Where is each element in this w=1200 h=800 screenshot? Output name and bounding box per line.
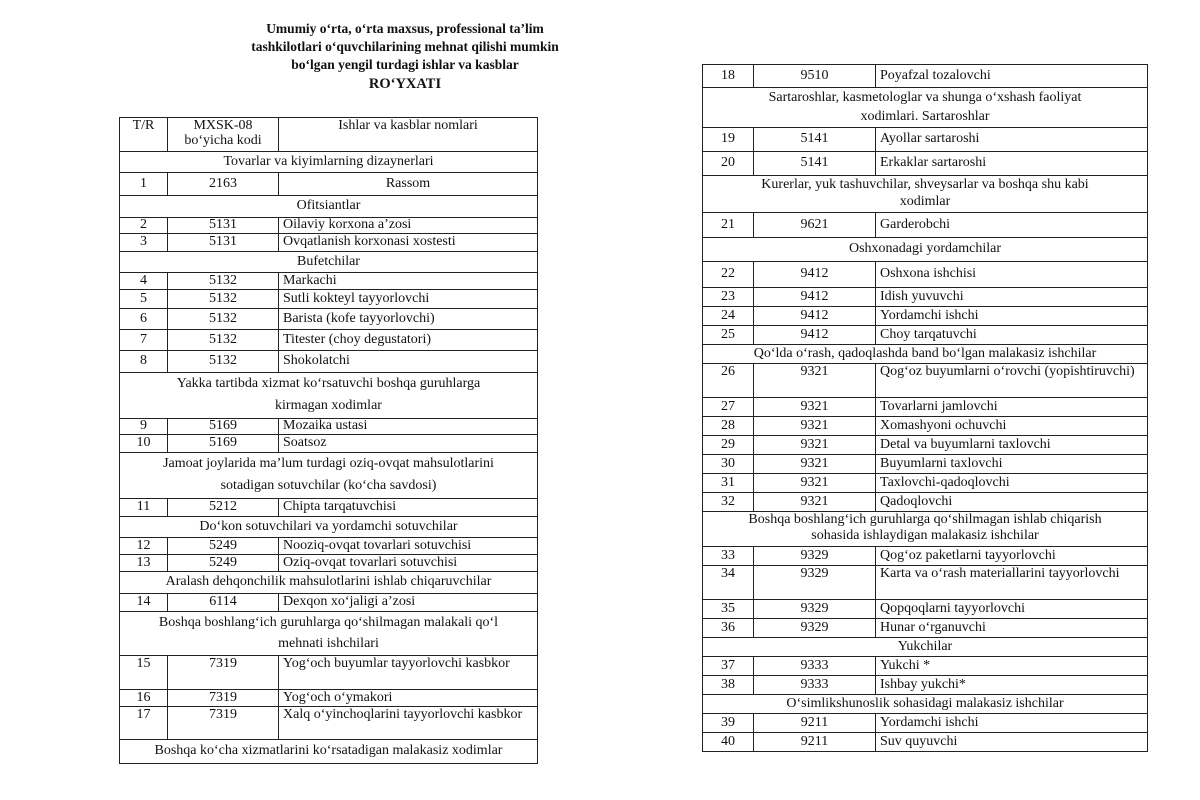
occupation-code: 9321 (754, 398, 876, 417)
row-number: 22 (703, 262, 754, 288)
occupation-name: Poyafzal tozalovchi (876, 65, 1148, 88)
row-number: 4 (120, 273, 168, 290)
occupation-code: 5249 (168, 538, 279, 555)
header-number: T/R (120, 118, 168, 152)
occupation-name: Rassom (279, 173, 538, 196)
section-header-row (703, 512, 1148, 547)
occupation-code: 5249 (168, 555, 279, 572)
section-title-line: Jamoat joylarida ma’lum turdagi oziq-ovqat mahsulotlarini (163, 456, 494, 471)
section-title-line: sohasida ishlaydigan malakasiz ishchilar (811, 528, 1039, 543)
section-title-line: sotadigan sotuvchilar (ko‘cha savdosi) (220, 478, 437, 493)
occupation-name: Yog‘och buyumlar tayyorlovchi kasbkor (279, 656, 538, 690)
section-title-line: Aralash dehqonchilik mahsulotlarini ishlab chiqaruvchilar (165, 574, 492, 589)
row-number: 6 (120, 309, 168, 330)
occupation-name: Karta va o‘rash materiallarini tayyorlovchi (876, 566, 1148, 600)
section-header-row (703, 345, 1148, 364)
occupation-name: Oziq-ovqat tovarlari sotuvchisi (279, 555, 538, 572)
section-title-line: Boshqa ko‘cha xizmatlarini ko‘rsatadigan malakasiz xodimlar (154, 743, 503, 758)
table-row (703, 657, 1148, 676)
section-title (703, 176, 1148, 213)
header-code-line1: MXSK-08 (193, 118, 253, 133)
occupation-name: Idish yuvuvchi (876, 288, 1148, 307)
row-number: 7 (120, 330, 168, 351)
occupation-code: 9412 (754, 288, 876, 307)
occupation-name: Yordamchi ishchi (876, 307, 1148, 326)
occupation-name: Oilaviy korxona a’zosi (279, 218, 538, 234)
section-title (120, 196, 538, 218)
occupation-name: Qog‘oz buyumlarni o‘rovchi (yopishtiruvchi) (876, 364, 1148, 398)
table-row (703, 619, 1148, 638)
occupation-code: 9621 (754, 213, 876, 238)
table-row (703, 128, 1148, 152)
occupation-code: 5132 (168, 351, 279, 373)
section-title-line: mehnati ishchilari (278, 636, 379, 651)
occupation-name: Mozaika ustasi (279, 419, 538, 435)
section-title (703, 512, 1148, 547)
table-body-right (703, 65, 1148, 752)
section-header-row (120, 517, 538, 538)
section-title (703, 695, 1148, 714)
section-title (120, 152, 538, 173)
table-row (703, 417, 1148, 436)
occupation-name: Detal va buyumlarni taxlovchi (876, 436, 1148, 455)
table-header-row (120, 118, 538, 152)
section-title-line: Sartaroshlar, kasmetologlar va shunga o‘xshash faoliyat (768, 90, 1082, 105)
section-title-line: Boshqa boshlang‘ich guruhlarga qo‘shilmagan ishlab chiqarish (748, 512, 1102, 527)
section-title (703, 345, 1148, 364)
table-row (120, 309, 538, 330)
table-row (120, 555, 538, 572)
occupation-code: 9333 (754, 657, 876, 676)
table-row (703, 733, 1148, 752)
occupation-code: 5132 (168, 309, 279, 330)
section-header-row (703, 238, 1148, 262)
table-row (703, 474, 1148, 493)
section-title (703, 88, 1148, 128)
occupation-name: Barista (kofe tayyorlovchi) (279, 309, 538, 330)
document-title (195, 20, 615, 93)
occupation-name: Xalq o‘yinchoqlarini tayyorlovchi kasbkor (279, 707, 538, 740)
header-name: Ishlar va kasblar nomlari (279, 118, 538, 152)
section-title-line: Oshxonadagi yordamchilar (848, 241, 1001, 256)
table-row (703, 547, 1148, 566)
occupation-name: Erkaklar sartaroshi (876, 152, 1148, 176)
row-number: 25 (703, 326, 754, 345)
row-number: 3 (120, 234, 168, 252)
table-row (120, 594, 538, 612)
row-number: 2 (120, 218, 168, 234)
row-number: 34 (703, 566, 754, 600)
row-number: 35 (703, 600, 754, 619)
section-title (703, 638, 1148, 657)
section-title-line: xodimlari. Sartaroshlar (860, 109, 990, 124)
occupation-code: 5212 (168, 499, 279, 517)
table-row (120, 290, 538, 309)
table-row (120, 707, 538, 740)
section-title-line: kirmagan xodimlar (275, 398, 382, 413)
occupation-code: 9321 (754, 417, 876, 436)
occupation-name: Shokolatchi (279, 351, 538, 373)
table-row (703, 326, 1148, 345)
row-number: 17 (120, 707, 168, 740)
table-row (120, 419, 538, 435)
occupation-code: 5141 (754, 128, 876, 152)
section-header-row (120, 196, 538, 218)
table-row (703, 436, 1148, 455)
title-line-1: Umumiy o‘rta, o‘rta maxsus, professional ta’lim (266, 21, 544, 36)
occupation-code: 5132 (168, 290, 279, 309)
table-row (120, 351, 538, 373)
row-number: 5 (120, 290, 168, 309)
occupation-code: 9412 (754, 326, 876, 345)
occupation-code: 9211 (754, 714, 876, 733)
row-number: 1 (120, 173, 168, 196)
row-number: 8 (120, 351, 168, 373)
occupation-name: Soatsoz (279, 435, 538, 453)
row-number: 18 (703, 65, 754, 88)
title-line-3: bo‘lgan yengil turdagi ishlar va kasblar (291, 57, 519, 72)
table-row (120, 173, 538, 196)
section-title-line: Yukchilar (897, 639, 953, 654)
row-number: 26 (703, 364, 754, 398)
title-line-2: tashkilotlari o‘quvchilarining mehnat qilishi mumkin (251, 39, 559, 54)
row-number: 23 (703, 288, 754, 307)
table-row (120, 538, 538, 555)
occupation-code: 9321 (754, 455, 876, 474)
occupation-name: Oshxona ishchisi (876, 262, 1148, 288)
occupation-name: Buyumlarni taxlovchi (876, 455, 1148, 474)
row-number: 39 (703, 714, 754, 733)
table-row (703, 714, 1148, 733)
occupations-table-left (119, 117, 538, 764)
occupation-code: 9321 (754, 493, 876, 512)
section-header-row (703, 88, 1148, 128)
occupation-code: 2163 (168, 173, 279, 196)
section-title-line: Do‘kon sotuvchilari va yordamchi sotuvchilar (199, 519, 458, 534)
occupation-code: 5132 (168, 273, 279, 290)
table-row (703, 152, 1148, 176)
section-header-row (120, 252, 538, 273)
section-header-row (120, 740, 538, 764)
occupation-code: 9510 (754, 65, 876, 88)
section-title-line: Tovarlar va kiyimlarning dizaynerlari (223, 154, 434, 169)
section-header-row (120, 453, 538, 499)
row-number: 38 (703, 676, 754, 695)
row-number: 28 (703, 417, 754, 436)
occupation-name: Nooziq-ovqat tovarlari sotuvchisi (279, 538, 538, 555)
occupation-name: Dexqon xo‘jaligi a’zosi (279, 594, 538, 612)
section-header-row (120, 152, 538, 173)
section-title-line: Bufetchilar (297, 254, 360, 269)
table-row (703, 566, 1148, 600)
section-header-row (120, 572, 538, 594)
table-row (120, 690, 538, 707)
occupation-code: 9321 (754, 474, 876, 493)
occupation-code: 9321 (754, 364, 876, 398)
section-title-line: Kurerlar, yuk tashuvchilar, shveysarlar va boshqa shu kabi (761, 177, 1089, 192)
occupation-code: 5131 (168, 218, 279, 234)
row-number: 24 (703, 307, 754, 326)
occupation-code: 9412 (754, 262, 876, 288)
document-subtitle: RO‘YXATI (368, 76, 442, 92)
table-row (120, 330, 538, 351)
table-row (703, 262, 1148, 288)
row-number: 40 (703, 733, 754, 752)
occupation-name: Sutli kokteyl tayyorlovchi (279, 290, 538, 309)
table-row (703, 455, 1148, 474)
section-title-line: xodimlar (899, 194, 951, 209)
section-title-line: Ofitsiantlar (296, 198, 361, 213)
table-row (703, 213, 1148, 238)
row-number: 15 (120, 656, 168, 690)
table-row (703, 364, 1148, 398)
occupation-name: Ishbay yukchi* (876, 676, 1148, 695)
occupation-name: Taxlovchi-qadoqlovchi (876, 474, 1148, 493)
section-title (120, 252, 538, 273)
row-number: 36 (703, 619, 754, 638)
section-title (703, 238, 1148, 262)
occupation-name: Qog‘oz paketlarni tayyorlovchi (876, 547, 1148, 566)
row-number: 12 (120, 538, 168, 555)
row-number: 19 (703, 128, 754, 152)
occupation-name: Tovarlarni jamlovchi (876, 398, 1148, 417)
occupation-name: Suv quyuvchi (876, 733, 1148, 752)
section-title (120, 373, 538, 419)
table-row (120, 656, 538, 690)
table-body-left (120, 152, 538, 764)
row-number: 14 (120, 594, 168, 612)
occupation-name: Yukchi * (876, 657, 1148, 676)
section-title (120, 612, 538, 656)
section-title-line: Qo‘lda o‘rash, qadoqlashda band bo‘lgan malakasiz ishchilar (753, 346, 1097, 361)
table-row (703, 288, 1148, 307)
row-number: 33 (703, 547, 754, 566)
occupation-name: Yordamchi ishchi (876, 714, 1148, 733)
occupation-code: 9329 (754, 566, 876, 600)
occupation-name: Hunar o‘rganuvchi (876, 619, 1148, 638)
occupation-code: 9333 (754, 676, 876, 695)
occupation-code: 5131 (168, 234, 279, 252)
occupation-code: 7319 (168, 707, 279, 740)
row-number: 32 (703, 493, 754, 512)
row-number: 10 (120, 435, 168, 453)
row-number: 11 (120, 499, 168, 517)
row-number: 31 (703, 474, 754, 493)
occupation-code: 5169 (168, 435, 279, 453)
occupation-code: 7319 (168, 656, 279, 690)
row-number: 27 (703, 398, 754, 417)
section-header-row (703, 638, 1148, 657)
section-header-row (703, 695, 1148, 714)
table-row (703, 493, 1148, 512)
row-number: 30 (703, 455, 754, 474)
section-title-line: O‘simlikshunoslik sohasidagi malakasiz ishchilar (786, 696, 1064, 711)
table-row (703, 676, 1148, 695)
occupation-code: 9329 (754, 600, 876, 619)
occupation-code: 6114 (168, 594, 279, 612)
table-row (703, 307, 1148, 326)
occupation-code: 5169 (168, 419, 279, 435)
occupation-name: Chipta tarqatuvchisi (279, 499, 538, 517)
occupation-name: Ovqatlanish korxonasi xostesti (279, 234, 538, 252)
section-title (120, 453, 538, 499)
section-header-row (703, 176, 1148, 213)
section-title-line: Yakka tartibda xizmat ko‘rsatuvchi boshqa guruhlarga (176, 376, 481, 391)
section-header-row (120, 612, 538, 656)
occupation-name: Xomashyoni ochuvchi (876, 417, 1148, 436)
section-title (120, 572, 538, 594)
table-row (120, 218, 538, 234)
row-number: 21 (703, 213, 754, 238)
section-title-line: Boshqa boshlang‘ich guruhlarga qo‘shilmagan malakali qo‘l (158, 615, 499, 630)
occupation-name: Ayollar sartaroshi (876, 128, 1148, 152)
section-title (120, 740, 538, 764)
occupation-code: 9412 (754, 307, 876, 326)
header-code (168, 118, 279, 152)
occupation-code: 5132 (168, 330, 279, 351)
table-row (120, 435, 538, 453)
occupation-code: 9321 (754, 436, 876, 455)
table-row (703, 600, 1148, 619)
table-row (703, 65, 1148, 88)
occupation-name: Titester (choy degustatori) (279, 330, 538, 351)
occupation-code: 9329 (754, 619, 876, 638)
occupation-code: 9329 (754, 547, 876, 566)
occupation-name: Qopqoqlarni tayyorlovchi (876, 600, 1148, 619)
occupation-name: Choy tarqatuvchi (876, 326, 1148, 345)
table-row (120, 499, 538, 517)
row-number: 13 (120, 555, 168, 572)
occupations-table-right (702, 64, 1148, 752)
row-number: 20 (703, 152, 754, 176)
header-code-line2: bo‘yicha kodi (184, 133, 262, 148)
occupation-name: Yog‘och o‘ymakori (279, 690, 538, 707)
row-number: 9 (120, 419, 168, 435)
occupation-name: Markachi (279, 273, 538, 290)
occupation-name: Garderobchi (876, 213, 1148, 238)
occupation-code: 9211 (754, 733, 876, 752)
occupation-name: Qadoqlovchi (876, 493, 1148, 512)
section-header-row (120, 373, 538, 419)
table-row (120, 234, 538, 252)
row-number: 29 (703, 436, 754, 455)
occupation-code: 7319 (168, 690, 279, 707)
occupation-code: 5141 (754, 152, 876, 176)
table-row (120, 273, 538, 290)
row-number: 37 (703, 657, 754, 676)
table-row (703, 398, 1148, 417)
row-number: 16 (120, 690, 168, 707)
section-title (120, 517, 538, 538)
